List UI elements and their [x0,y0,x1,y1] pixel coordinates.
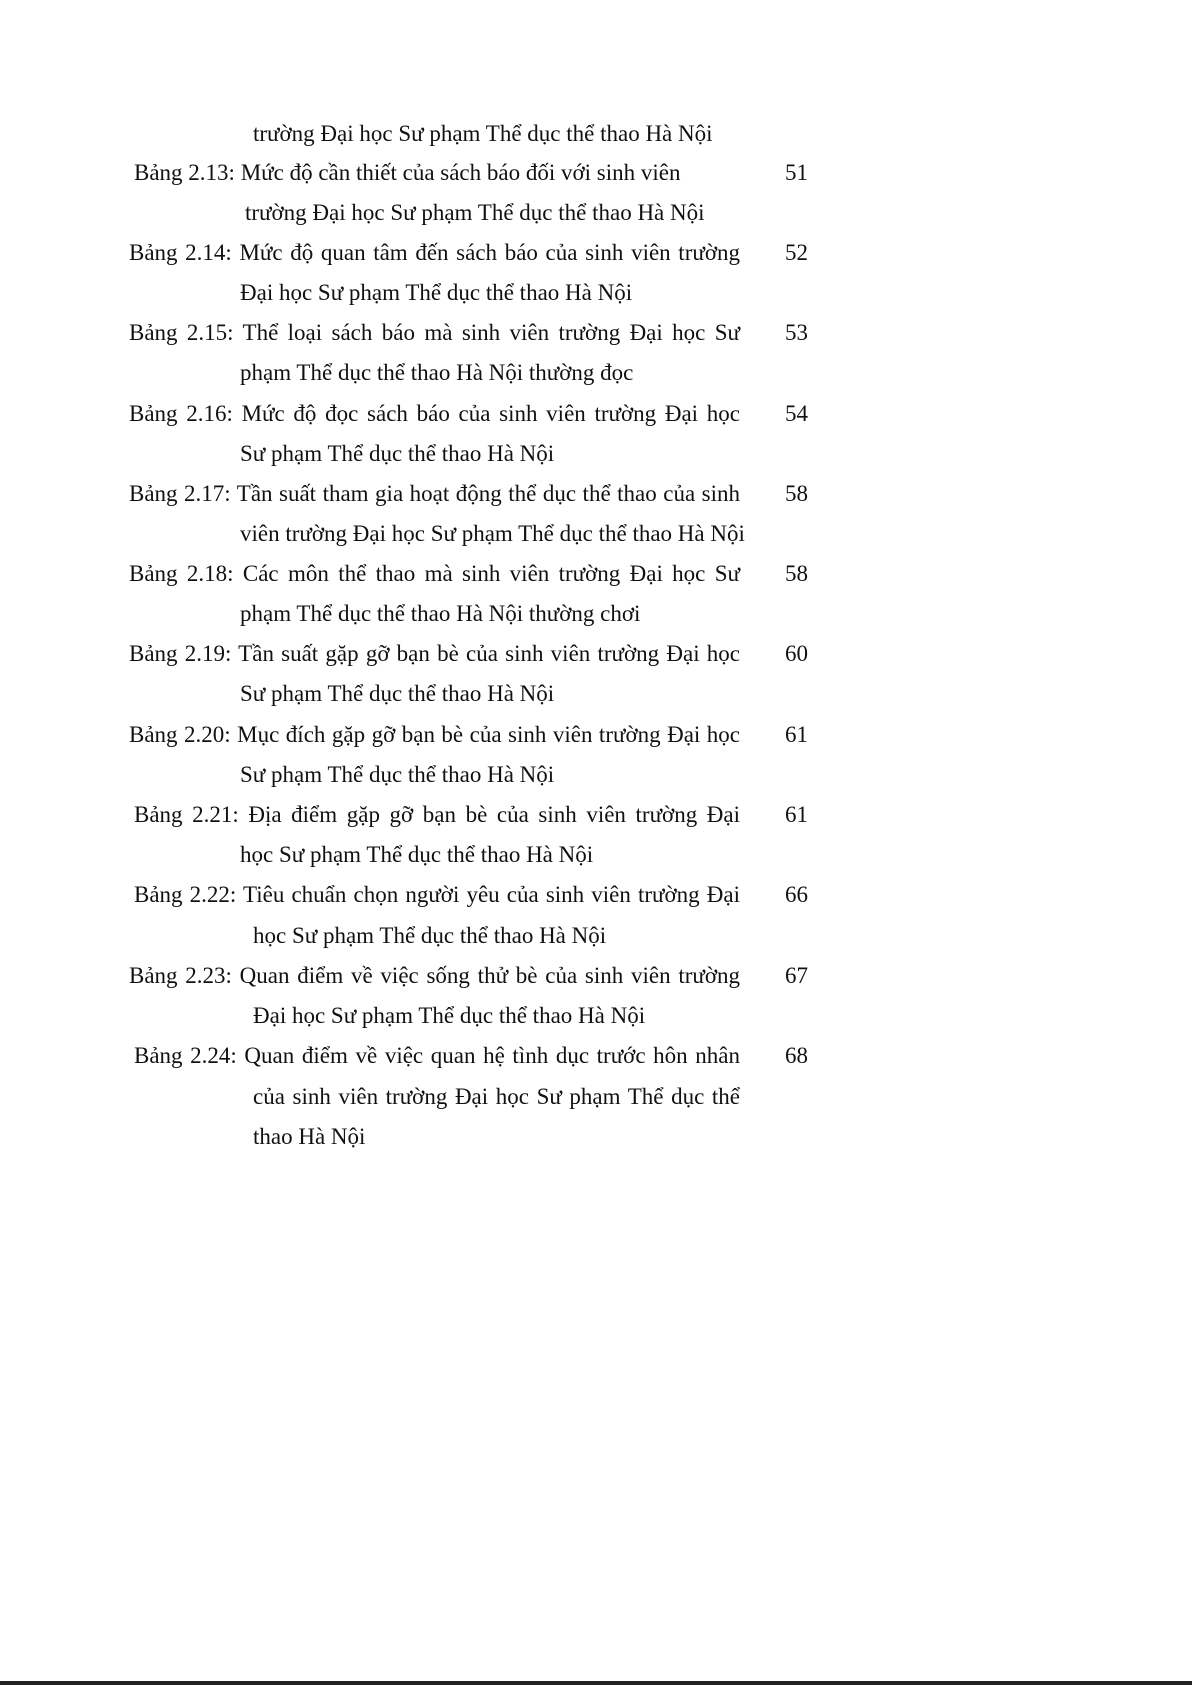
toc-line: thao Hà Nội [253,1124,366,1149]
toc-entry-title: Bảng 2.18: Các môn thể thao mà sinh viên trường Đại học Sư [129,561,740,586]
toc-line: Đại học Sư phạm Thể dục thể thao Hà Nội [240,280,633,305]
toc-page-number: 60 [785,641,808,666]
toc-page-number: 53 [785,320,808,345]
toc-line: Sư phạm Thể dục thể thao Hà Nội [240,441,555,466]
toc-page-number: 68 [785,1043,808,1068]
toc-page-number: 67 [785,963,808,988]
toc-entry-title: Bảng 2.21: Địa điểm gặp gỡ bạn bè của sinh viên trường Đại [134,802,740,827]
toc-page-number: 58 [785,561,808,586]
toc-entry-title: Bảng 2.13: Mức độ cần thiết của sách báo đối với sinh viên [134,160,681,185]
toc-entry-title: Bảng 2.19: Tần suất gặp gỡ bạn bè của sinh viên trường Đại học [129,641,740,666]
toc-page-number: 61 [785,722,808,747]
toc-entry-title: Bảng 2.16: Mức độ đọc sách báo của sinh viên trường Đại học [129,401,740,426]
page-bottom-edge [0,1681,1192,1685]
toc-line: trường Đại học Sư phạm Thể dục thể thao Hà Nội [245,200,705,225]
toc-entry-title: Bảng 2.14: Mức độ quan tâm đến sách báo của sinh viên trường [129,240,740,265]
toc-page-number: 58 [785,481,808,506]
toc-line: Đại học Sư phạm Thể dục thể thao Hà Nội [253,1003,646,1028]
toc-entry-title: Bảng 2.23: Quan điểm về việc sống thử bè của sinh viên trường [129,963,740,988]
toc-line: học Sư phạm Thể dục thể thao Hà Nội [240,842,594,867]
toc-line: của sinh viên trường Đại học Sư phạm Thể dục thể [253,1084,740,1109]
toc-line: viên trường Đại học Sư phạm Thể dục thể thao Hà Nội [240,521,745,546]
toc-line: phạm Thể dục thể thao Hà Nội thường đọc [240,360,634,385]
toc-entry-title: Bảng 2.24: Quan điểm về việc quan hệ tình dục trước hôn nhân [134,1043,740,1068]
toc-line: trường Đại học Sư phạm Thể dục thể thao Hà Nội [253,121,713,146]
toc-line: Sư phạm Thể dục thể thao Hà Nội [240,762,555,787]
toc-page-number: 51 [785,160,808,185]
toc-page-number: 54 [785,401,808,426]
toc-page-number: 61 [785,802,808,827]
toc-entry-title: Bảng 2.17: Tần suất tham gia hoạt động thể dục thể thao của sinh [129,481,740,506]
toc-entry-title: Bảng 2.22: Tiêu chuẩn chọn người yêu của sinh viên trường Đại [134,882,740,907]
toc-line: học Sư phạm Thể dục thể thao Hà Nội [253,923,607,948]
toc-entry-title: Bảng 2.20: Mục đích gặp gỡ bạn bè của sinh viên trường Đại học [129,722,740,747]
toc-line: phạm Thể dục thể thao Hà Nội thường chơi [240,601,641,626]
toc-line: Sư phạm Thể dục thể thao Hà Nội [240,681,555,706]
toc-page-number: 66 [785,882,808,907]
toc-page-number: 52 [785,240,808,265]
toc-entry-title: Bảng 2.15: Thể loại sách báo mà sinh viên trường Đại học Sư [129,320,740,345]
